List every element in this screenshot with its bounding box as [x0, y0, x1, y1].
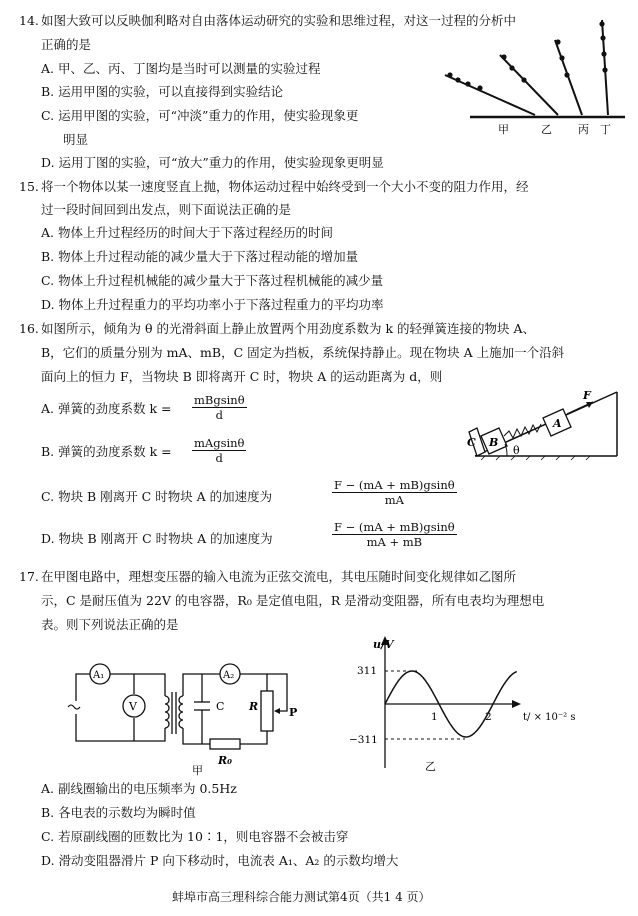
q16-c-numerator: F − (mA + mB)gsinθ: [334, 478, 455, 492]
q16-option-b-fraction: [192, 436, 246, 465]
q16-option-a: A. 弹簧的劲度系数 k =: [41, 401, 172, 416]
q16-option-d-fraction: [332, 520, 457, 549]
q16-stem-line3: 面向上的恒力 F，当物块 B 即将离开 C 时，物块 A 的运动距离为 d，则: [41, 369, 443, 384]
q16-b-denominator: d: [215, 451, 223, 465]
q17-graph-xtick1: 1: [431, 711, 438, 723]
q17-graph-ylabel: u/V: [373, 638, 394, 651]
q16-a-numerator: mBgsinθ: [194, 393, 245, 407]
q17-label-r: R: [249, 700, 259, 713]
q15-stem-line2: 过一段时间回到出发点，则下面说法正确的是: [41, 202, 292, 217]
q17-graph-caption: 乙: [425, 760, 436, 773]
q16-option-c: C. 物块 B 刚离开 C 时物块 A 的加速度为: [41, 489, 273, 504]
q16-stem-line1: 如图所示，倾角为 θ 的光滑斜面上静止放置两个用劲度系数为 k 的轻弹簧连接的物块 A、: [41, 321, 535, 336]
q14-figure: [440, 20, 630, 135]
q14-label-yi: 乙: [541, 123, 552, 136]
q16-label-b: B: [489, 436, 499, 449]
q14-option-c-line2: 明显: [63, 132, 89, 147]
q15-number: 15.: [19, 179, 39, 194]
q15-option-c: C. 物体上升过程机械能的减少量大于下落过程机械能的减少量: [41, 273, 384, 288]
q17-stem-line2: 示，C 是耐压值为 22V 的电容器，R₀ 是定值电阻，R 是滑动变阻器，所有电表均为理想电: [41, 593, 545, 608]
q17-graph-xlabel: t/ × 10⁻² s: [523, 712, 576, 723]
q14-option-c-line1: C. 运用甲图的实验，可“冲淡”重力的作用，使实验现象更: [41, 108, 359, 123]
q15-option-a: A. 物体上升过程经历的时间大于下落过程经历的时间: [41, 225, 333, 240]
q17-graph-xtick2: 2: [485, 711, 492, 723]
q16-option-d: D. 物块 B 刚离开 C 时物块 A 的加速度为: [41, 531, 273, 546]
q17-graph-ybottom: −311: [349, 734, 378, 746]
q14-option-a: A. 甲、乙、丙、丁图均是当时可以测量的实验过程: [41, 61, 321, 76]
q17-label-c: C: [216, 700, 225, 713]
q17-stem-line3: 表。则下列说法正确的是: [41, 617, 179, 632]
q14-label-jia: 甲: [498, 123, 509, 136]
q17-label-a2: A₂: [223, 670, 235, 681]
q17-option-d: D. 滑动变阻器滑片 P 向下移动时，电流表 A₁、A₂ 的示数均增大: [41, 853, 399, 868]
q16-stem-line2: B，它们的质量分别为 mA、mB，C 固定为挡板，系统保持静止。现在物块 A 上施加一个沿斜: [41, 345, 565, 360]
q16-b-numerator: mAgsinθ: [194, 436, 245, 450]
q14-label-ding: 丁: [600, 123, 611, 136]
q14-stem-line1: 如图大致可以反映伽利略对自由落体运动研究的实验和思维过程，对这一过程的分析中: [41, 13, 517, 28]
q17-circuit-figure: [62, 656, 307, 776]
q16-label-a: A: [553, 417, 562, 430]
q17-option-a: A. 副线圈输出的电压频率为 0.5Hz: [41, 781, 237, 796]
q14-option-b: B. 运用甲图的实验，可以直接得到实验结论: [41, 84, 284, 99]
q16-c-denominator: mA: [384, 493, 404, 507]
q16-figure: [455, 388, 620, 460]
q17-stem-line1: 在甲图电路中，理想变压器的输入电流为正弦交流电，其电压随时间变化规律如乙图所: [41, 569, 517, 584]
q17-option-c: C. 若原副线圈的匝数比为 10∶1，则电容器不会被击穿: [41, 829, 349, 844]
q14-label-bing: 丙: [578, 123, 589, 136]
q16-label-f: F: [583, 389, 591, 402]
q17-label-p: P: [289, 706, 298, 719]
q16-d-denominator: mA + mB: [366, 535, 423, 549]
q17-circuit-caption: 甲: [192, 764, 203, 777]
q16-label-theta: θ: [513, 444, 520, 457]
q14-number: 14.: [19, 13, 39, 28]
q16-option-c-fraction: [332, 478, 457, 507]
q14-option-d: D. 运用丁图的实验，可“放大”重力的作用，使实验现象更明显: [41, 155, 384, 170]
page-footer: 蚌埠市高三理科综合能力测试第4页（共1 4 页）: [172, 890, 431, 904]
q15-option-d: D. 物体上升过程重力的平均功率小于下落过程重力的平均功率: [41, 297, 384, 312]
q17-graph-ytop: 311: [357, 665, 378, 677]
q14-stem-line2: 正确的是: [41, 37, 92, 52]
q15-stem-line1: 将一个物体以某一速度竖直上抛，物体运动过程中始终受到一个大小不变的阻力作用，经: [41, 179, 529, 194]
q15-option-b: B. 物体上升过程动能的减少量大于下落过程动能的增加量: [41, 249, 359, 264]
q17-number: 17.: [19, 569, 39, 584]
q17-option-b: B. 各电表的示数均为瞬时值: [41, 805, 196, 820]
q17-voltage-graph: [345, 636, 610, 771]
q17-label-a1: A₁: [93, 670, 105, 681]
q16-label-c: C: [467, 436, 476, 449]
q17-label-v: V: [129, 700, 137, 713]
q16-number: 16.: [19, 321, 39, 336]
q16-a-denominator: d: [215, 408, 223, 422]
q17-label-r0: R₀: [218, 754, 232, 767]
q16-option-b: B. 弹簧的劲度系数 k =: [41, 444, 172, 459]
q16-option-a-fraction: [192, 393, 247, 422]
q16-d-numerator: F − (mA + mB)gsinθ: [334, 520, 455, 534]
